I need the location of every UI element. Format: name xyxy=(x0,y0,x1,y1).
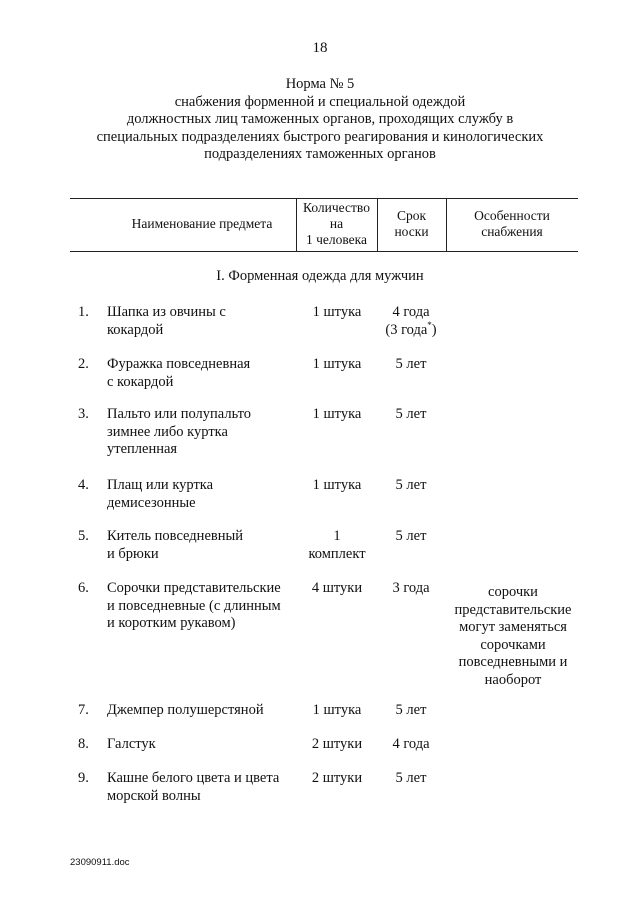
row-term-line: 3 года xyxy=(392,580,430,596)
row-quantity-line: 2 штуки xyxy=(311,770,363,786)
row-item-name-line: и коротким рукавом) xyxy=(107,615,236,631)
row-quantity xyxy=(296,477,378,495)
row-quantity-line: 2 штуки xyxy=(311,736,363,752)
row-item-name xyxy=(107,736,297,754)
row-term xyxy=(372,304,450,339)
row-item-name-line: Джемпер полушерстяной xyxy=(107,702,264,718)
header-term-line: Срок xyxy=(396,208,427,223)
row-item-name xyxy=(107,356,297,391)
row-item-name xyxy=(107,477,297,512)
header-notes-line: снабжения xyxy=(481,224,543,239)
row-notes-line: могут заменяться xyxy=(459,619,567,635)
row-term xyxy=(372,702,450,720)
row-item-name-line: зимнее либо куртка xyxy=(107,423,228,440)
header-notes xyxy=(446,208,578,240)
row-term xyxy=(372,528,450,546)
row-number: 4. xyxy=(78,477,89,493)
row-item-name-line: Сорочки представительские xyxy=(107,580,281,596)
row-quantity xyxy=(296,406,378,424)
row-term-line: 5 лет xyxy=(395,770,427,786)
row-item-name xyxy=(107,528,297,563)
row-quantity-line: комплект xyxy=(308,545,366,562)
row-item-name-line: Плащ или куртка xyxy=(107,477,214,493)
header-quantity-line: Количество xyxy=(303,200,370,215)
row-term-line: 4 года xyxy=(392,736,430,752)
header-quantity-line: 1 человека xyxy=(305,232,368,247)
table-header-top-rule xyxy=(70,198,578,199)
title-line: снабжения форменной и специальной одеждой xyxy=(174,93,466,110)
row-quantity xyxy=(296,736,378,754)
title-line: специальных подразделениях быстрого реагирования и кинологических xyxy=(96,128,544,145)
document-title xyxy=(0,76,640,164)
row-term-line: 5 лет xyxy=(395,477,427,493)
row-notes xyxy=(446,584,580,689)
row-number: 7. xyxy=(78,702,89,718)
row-notes-line: повседневными и xyxy=(458,654,568,670)
row-term-line: 5 лет xyxy=(395,356,427,372)
row-quantity xyxy=(296,770,378,788)
row-quantity xyxy=(296,528,378,563)
header-quantity xyxy=(296,200,377,248)
row-quantity-line: 1 штука xyxy=(312,356,362,372)
row-number: 5. xyxy=(78,528,89,544)
row-quantity-line: 1 xyxy=(333,528,341,544)
row-item-name xyxy=(107,702,297,720)
row-quantity-line: 1 штука xyxy=(312,406,362,422)
row-item-name xyxy=(107,580,297,633)
row-quantity-line: 1 штука xyxy=(312,702,362,718)
row-number: 8. xyxy=(78,736,89,752)
row-item-name xyxy=(107,770,297,805)
row-notes-line: сорочки xyxy=(488,584,538,600)
row-item-name-line: и повседневные (с длинным xyxy=(107,597,281,614)
title-line: Норма № 5 xyxy=(285,76,355,92)
row-item-name-line: морской волны xyxy=(107,787,201,804)
row-item-name-line: кокардой xyxy=(107,321,164,338)
row-number: 6. xyxy=(78,580,89,596)
row-quantity xyxy=(296,356,378,374)
file-name-footer: 23090911.doc xyxy=(70,857,130,868)
row-item-name-line: утепленная xyxy=(107,441,178,457)
footnote-mark: * xyxy=(427,319,432,330)
row-item-name-line: Галстук xyxy=(107,736,156,752)
row-item-name-line: Фуражка повседневная xyxy=(107,356,251,372)
row-quantity-line: 1 штука xyxy=(312,304,362,320)
row-item-name-line: Китель повседневный xyxy=(107,528,243,544)
section-title: I. Форменная одежда для мужчин xyxy=(216,268,424,284)
title-line: должностных лиц таможенных органов, проходящих службу в xyxy=(126,111,514,127)
page-number: 18 xyxy=(312,40,328,56)
header-name: Наименование предмета xyxy=(131,216,273,231)
row-number: 3. xyxy=(78,406,89,422)
row-term-line: (3 года*) xyxy=(385,319,437,338)
row-item-name-line: Пальто или полупальто xyxy=(107,406,252,422)
table-header-bottom-rule xyxy=(70,251,578,252)
row-item-name xyxy=(107,304,297,339)
row-quantity xyxy=(296,580,378,598)
row-quantity-line: 1 штука xyxy=(312,477,362,493)
row-quantity xyxy=(296,304,378,322)
row-quantity xyxy=(296,702,378,720)
row-notes-line: наоборот xyxy=(484,671,542,688)
row-notes-line: сорочками xyxy=(480,636,546,653)
row-number: 9. xyxy=(78,770,89,786)
row-term xyxy=(372,770,450,788)
row-number: 2. xyxy=(78,356,89,372)
row-item-name-line: Кашне белого цвета и цвета xyxy=(107,770,280,786)
row-term-line: 5 лет xyxy=(395,406,427,422)
row-term xyxy=(372,580,450,598)
row-term xyxy=(372,406,450,424)
row-quantity-line: 4 штуки xyxy=(311,580,363,596)
row-item-name-line: Шапка из овчины с xyxy=(107,304,226,320)
row-term-line: 5 лет xyxy=(395,702,427,718)
row-term xyxy=(372,356,450,374)
row-item-name-line: с кокардой xyxy=(107,373,174,390)
row-notes-line: представительские xyxy=(454,601,572,618)
row-term-line: 5 лет xyxy=(395,528,427,544)
row-term xyxy=(372,736,450,754)
header-term-line: носки xyxy=(394,224,429,239)
row-item-name xyxy=(107,406,297,459)
row-term-line: 4 года xyxy=(392,304,430,320)
row-item-name-line: и брюки xyxy=(107,545,159,562)
row-item-name-line: демисезонные xyxy=(107,494,196,511)
row-term xyxy=(372,477,450,495)
row-term-text: (3 года xyxy=(385,321,428,338)
row-number: 1. xyxy=(78,304,89,320)
header-notes-line: Особенности xyxy=(474,208,550,223)
header-quantity-line: на xyxy=(329,216,344,231)
title-line: подразделениях таможенных органов xyxy=(204,146,436,162)
header-term xyxy=(377,208,446,240)
